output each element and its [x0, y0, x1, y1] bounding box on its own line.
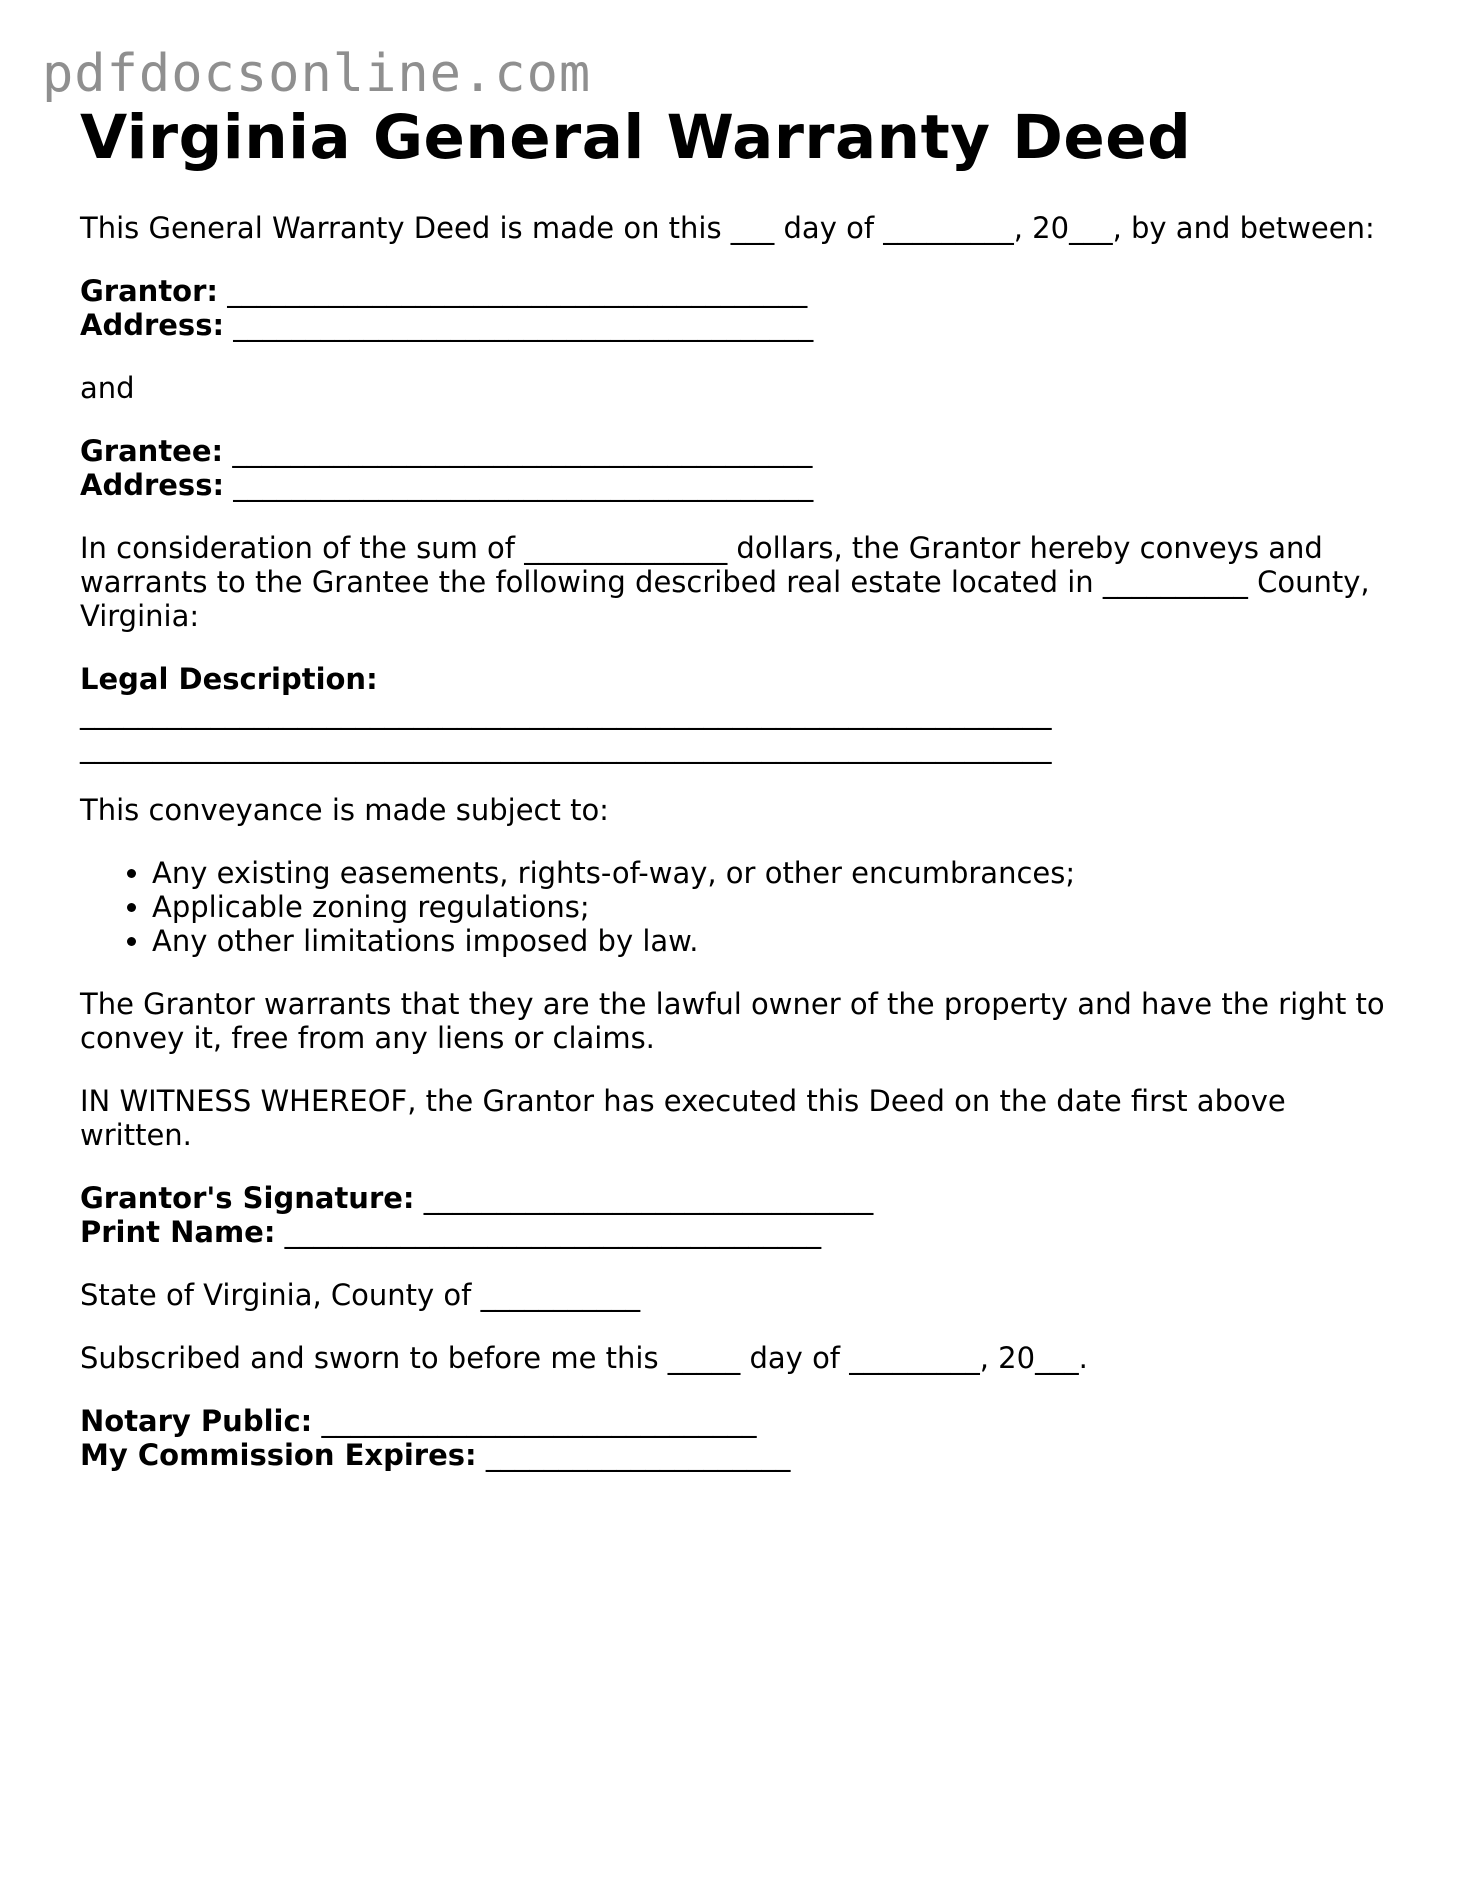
grantee-name-blank[interactable]: ________________________________________ — [232, 434, 813, 468]
grantor-address-line — [80, 308, 1400, 342]
consideration-paragraph: In consideration of the sum of ______________ dollars, the Grantor hereby conveys and warrants to the Grantee the following described real estate located in __________ County, Virginia: — [80, 531, 1370, 633]
legal-description-label: Legal Description: — [80, 662, 378, 696]
list-item: • Any other limitations imposed by law. — [152, 924, 1400, 958]
witness-paragraph: IN WITNESS WHEREOF, the Grantor has executed this Deed on the date first above written. — [80, 1084, 1286, 1152]
grantee-name-line — [80, 434, 1400, 468]
grantee-address-line — [80, 468, 1400, 502]
notary-block — [80, 1404, 1400, 1472]
signature-block — [80, 1181, 1400, 1249]
commission-label: My Commission Expires: — [80, 1438, 477, 1472]
commission-line — [80, 1438, 1400, 1472]
grantor-name-blank[interactable]: ________________________________________ — [227, 274, 808, 308]
grantor-address-blank[interactable]: ________________________________________ — [233, 308, 814, 342]
subject-list — [80, 856, 1400, 958]
deed-document — [80, 103, 1400, 1501]
notary-line — [80, 1404, 1400, 1438]
signature-line — [80, 1181, 1400, 1215]
list-item: • Any existing easements, rights-of-way, or other encumbrances; — [152, 856, 1400, 890]
intro-paragraph: This General Warranty Deed is made on this ___ day of _________, 20___, by and between: — [80, 211, 1375, 245]
grantor-block — [80, 274, 1400, 342]
print-name-line — [80, 1215, 1400, 1249]
warranty-paragraph: The Grantor warrants that they are the lawful owner of the property and have the right to convey it, free from any liens or claims. — [80, 987, 1385, 1055]
notary-blank[interactable]: ______________________________ — [321, 1404, 757, 1438]
grantor-label: Grantor: — [80, 274, 219, 308]
grantee-address-label: Address: — [80, 468, 225, 502]
grantor-address-label: Address: — [80, 308, 225, 342]
signature-blank[interactable]: _______________________________ — [423, 1181, 874, 1215]
grantee-label: Grantee: — [80, 434, 224, 468]
grantee-block — [80, 434, 1400, 502]
subject-intro: This conveyance is made subject to: — [80, 793, 609, 827]
list-item: • Applicable zoning regulations; — [152, 890, 1400, 924]
page-title: Virginia General Warranty Deed — [80, 102, 1192, 173]
print-name-label: Print Name: — [80, 1215, 276, 1249]
legal-description-block — [80, 662, 1400, 764]
and-text: and — [80, 371, 135, 405]
sworn-line: Subscribed and sworn to before me this _____ day of _________, 20___. — [80, 1341, 1088, 1375]
notary-label: Notary Public: — [80, 1404, 313, 1438]
grantee-address-blank[interactable]: ________________________________________ — [233, 468, 814, 502]
grantor-name-line — [80, 274, 1400, 308]
state-county-line: State of Virginia, County of ___________ — [80, 1278, 641, 1312]
print-name-blank[interactable]: _____________________________________ — [284, 1215, 822, 1249]
legal-description-line-2[interactable]: ___________________________________________________________________ — [80, 730, 1052, 764]
watermark: pdfdocsonline.com — [42, 44, 592, 104]
legal-description-line-1[interactable]: ___________________________________________________________________ — [80, 696, 1052, 730]
commission-blank[interactable]: _____________________ — [485, 1438, 791, 1472]
signature-label: Grantor's Signature: — [80, 1181, 415, 1215]
